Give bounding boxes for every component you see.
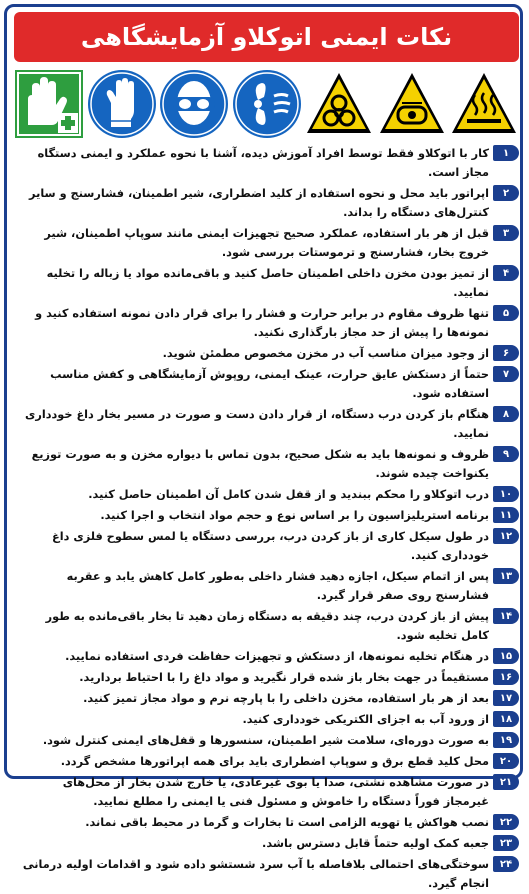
list-item (14, 223, 519, 263)
item-number: ۳ (493, 225, 519, 241)
list-item (14, 343, 519, 364)
list-item (14, 833, 519, 854)
list-item (14, 404, 519, 444)
item-number: ۱۸ (493, 711, 519, 727)
item-text: مستقیماً در جهت بخار باز شده قرار نگیرید و مواد داغ را با احتیاط بردارید. (79, 671, 489, 684)
item-text: در صورت مشاهده نشتی، صدا یا بوی غیرعادی، یا خارج شدن بخار از محل‌های غیرمجاز فوراً دستگاه را خاموش و مسئول فنی یا ایمنی را مطلع نمایید. (62, 776, 489, 808)
item-number: ۱۴ (493, 608, 519, 624)
wear-goggles-icon (159, 69, 229, 139)
list-item (14, 566, 519, 606)
list-item (14, 143, 519, 183)
list-item (14, 751, 519, 772)
item-number: ۸ (493, 406, 519, 422)
item-text: کار با اتوکلاو فقط توسط افراد آموزش دیده، آشنا با نحوه عملکرد و ایمنی دستگاه مجاز است. (37, 147, 489, 179)
item-number: ۱۰ (493, 486, 519, 502)
item-number: ۲ (493, 185, 519, 201)
list-item (14, 854, 519, 894)
item-number: ۲۳ (493, 835, 519, 851)
list-item (14, 505, 519, 526)
list-item (14, 183, 519, 223)
item-text: حتماً از دستکش عایق حرارت، عینک ایمنی، روپوش آزمایشگاهی و کفش مناسب استفاده شود. (50, 368, 489, 400)
list-item (14, 444, 519, 484)
item-number: ۱۹ (493, 732, 519, 748)
item-number: ۱ (493, 145, 519, 161)
item-number: ۱۵ (493, 648, 519, 664)
list-item (14, 303, 519, 343)
item-text: جعبه کمک اولیه حتماً قابل دسترس باشد. (262, 837, 489, 850)
safety-rules-list (14, 143, 519, 890)
list-item (14, 730, 519, 751)
item-text: درب اتوکلاو را محکم ببندید و از قفل شدن کامل آن اطمینان حاصل کنید. (88, 488, 489, 501)
first-aid-icon (14, 69, 84, 139)
item-number: ۲۲ (493, 814, 519, 830)
list-item (14, 606, 519, 646)
item-number: ۴ (493, 265, 519, 281)
item-text: از ورود آب به اجزای الکتریکی خودداری کنید. (242, 713, 489, 726)
item-text: قبل از هر بار استفاده، عملکرد صحیح تجهیزات ایمنی مانند سوپاپ اطمینان، شیر خروج بخار، فشارسنج و ترموستات بررسی شود. (44, 227, 489, 259)
list-item (14, 263, 519, 303)
safety-poster (4, 4, 523, 890)
list-item (14, 484, 519, 505)
pressure-hazard-warning-icon (377, 69, 447, 139)
list-item (14, 646, 519, 667)
item-number: ۱۲ (493, 528, 519, 544)
item-number: ۱۱ (493, 507, 519, 523)
list-item (14, 772, 519, 812)
item-number: ۱۶ (493, 669, 519, 685)
item-text: در طول سیکل کاری از باز کردن درب، بررسی دستگاه یا لمس سطوح فلزی داغ خودداری کنید. (52, 530, 489, 562)
item-number: ۱۳ (493, 568, 519, 584)
item-number: ۲۱ (493, 774, 519, 790)
safety-icons-row (14, 69, 519, 139)
ventilation-required-icon (232, 69, 302, 139)
item-text: نصب هواکش یا تهویه الزامی است تا بخارات و گرما در محیط باقی نماند. (85, 816, 489, 829)
list-item (14, 526, 519, 566)
item-text: هنگام باز کردن درب دستگاه، از قرار دادن دست و صورت در مسیر بخار داغ خودداری نمایید. (24, 408, 489, 440)
item-number: ۱۷ (493, 690, 519, 706)
biohazard-warning-icon (304, 69, 374, 139)
item-text: برنامه استریلیزاسیون را بر اساس نوع و حجم مواد انتخاب و اجرا کنید. (100, 509, 489, 522)
item-text: تنها ظروف مقاوم در برابر حرارت و فشار را برای قرار دادن نمونه استفاده کنید و نمونه‌ها را پیش از حد مجاز بارگذاری نکنید. (35, 307, 489, 339)
list-item (14, 709, 519, 730)
list-item (14, 364, 519, 404)
item-text: اپراتور باید محل و نحوه استفاده از کلید اضطراری، شیر اطمینان، فشارسنج و سایر کنترل‌های دستگاه را بداند. (29, 187, 489, 219)
item-number: ۲۰ (493, 753, 519, 769)
item-number: ۲۴ (493, 856, 519, 872)
item-text: به صورت دوره‌ای، سلامت شیر اطمینان، سنسورها و قفل‌های ایمنی کنترل شود. (42, 734, 489, 747)
list-item (14, 812, 519, 833)
item-text: پیش از باز کردن درب، چند دقیقه به دستگاه زمان دهید تا بخار باقی‌مانده به طور کامل تخلیه شود. (45, 610, 489, 642)
item-text: پس از اتمام سیکل، اجازه دهید فشار داخلی به‌طور کامل کاهش یابد و عقربه فشارسنج روی صفر قرار گیرد. (66, 570, 489, 602)
item-text: در هنگام تخلیه نمونه‌ها، از دستکش و تجهیزات حفاظت فردی استفاده نمایید. (65, 650, 489, 663)
item-number: ۷ (493, 366, 519, 382)
item-text: محل کلید قطع برق و سوپاپ اضطراری باید برای همه اپراتورها مشخص گردد. (60, 755, 489, 768)
poster-title: نکات ایمنی اتوکلاو آزمایشگاهی (14, 12, 519, 62)
item-text: از وجود میزان مناسب آب در مخزن مخصوص مطمئن شوید. (162, 347, 489, 360)
list-item (14, 688, 519, 709)
item-text: سوختگی‌های احتمالی بلافاصله با آب سرد شستشو داده شود و اقدامات اولیه درمانی انجام گیرد. (22, 858, 489, 890)
item-text: از تمیز بودن مخزن داخلی اطمینان حاصل کنید و باقی‌مانده مواد یا زباله را تخلیه نمایید. (46, 267, 489, 299)
wear-heat-gloves-icon (87, 69, 157, 139)
item-number: ۹ (493, 446, 519, 462)
list-item (14, 667, 519, 688)
item-text: ظروف و نمونه‌ها باید به شکل صحیح، بدون تماس با دیواره مخزن و به صورت توزیع یکنواخت چیده شوند. (31, 448, 489, 480)
hot-surface-warning-icon (449, 69, 519, 139)
item-number: ۶ (493, 345, 519, 361)
item-number: ۵ (493, 305, 519, 321)
item-text: بعد از هر بار استفاده، مخزن داخلی را با پارچه نرم و مواد مجاز تمیز کنید. (83, 692, 489, 705)
